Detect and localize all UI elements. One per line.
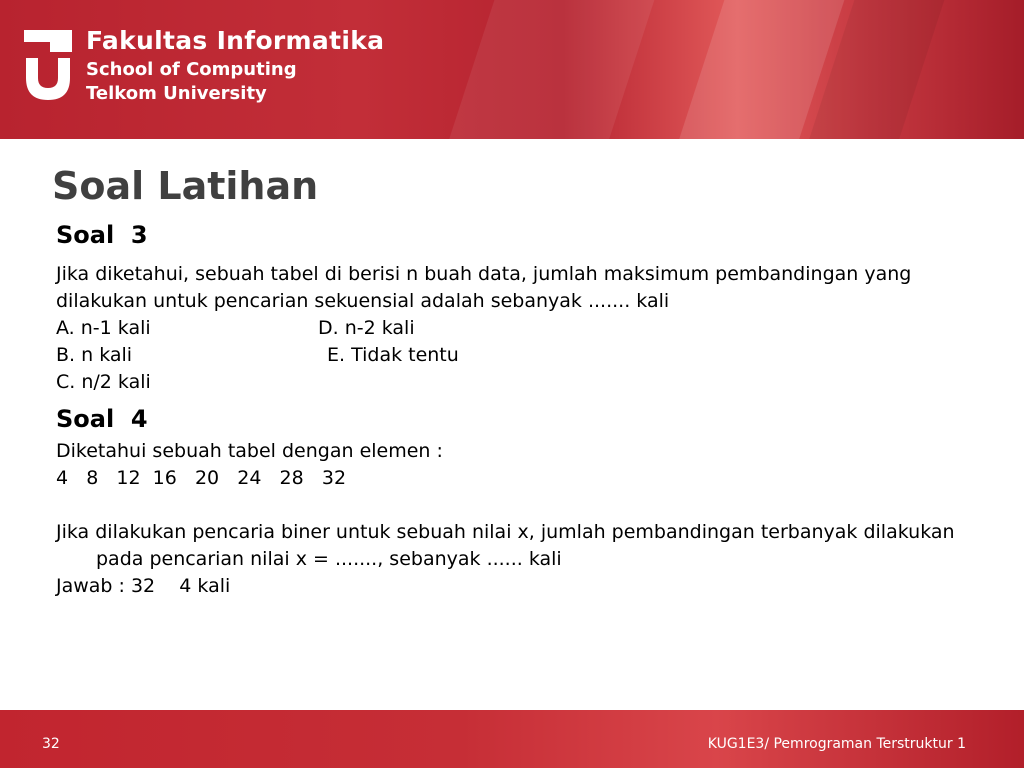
page-number: 32 bbox=[42, 736, 60, 752]
soal3-heading: Soal 3 bbox=[56, 221, 148, 249]
option-a: A. n-1 kali bbox=[56, 317, 151, 339]
soal3-question: Jika diketahui, sebuah tabel di berisi n buah data, jumlah maksimum pembandingan yang dilakukan untuk pencarian sekuensial adalah sebanyak ....... kali bbox=[56, 263, 912, 312]
brand-university: Telkom University bbox=[86, 83, 267, 104]
options-row-3 bbox=[56, 369, 956, 396]
footer-bar bbox=[0, 710, 1024, 768]
brand-faculty: Fakultas Informatika bbox=[86, 26, 385, 55]
soal4-intro: Diketahui sebuah tabel dengan elemen : bbox=[56, 440, 443, 462]
option-c: C. n/2 kali bbox=[56, 371, 151, 393]
course-label: KUG1E3/ Pemrograman Terstruktur 1 bbox=[707, 736, 966, 752]
slide-content bbox=[56, 220, 956, 600]
soal4-question: Jika dilakukan pencaria biner untuk sebuah nilai x, jumlah pembandingan terbanyak dilakukan pada pencarian nilai x = ......., sebanyak ...... kali bbox=[56, 521, 955, 570]
options-row-1 bbox=[56, 315, 956, 342]
option-d: D. n-2 kali bbox=[318, 317, 415, 339]
telkom-university-logo-icon bbox=[22, 28, 74, 102]
header-banner bbox=[0, 0, 1024, 139]
soal4-answer: Jawab : 32 4 kali bbox=[56, 575, 231, 597]
options-row-2 bbox=[56, 342, 956, 369]
option-b: B. n kali bbox=[56, 344, 133, 366]
option-e: E. Tidak tentu bbox=[327, 344, 459, 366]
slide-title: Soal Latihan bbox=[52, 164, 319, 208]
soal4-elements: 4 8 12 16 20 24 28 32 bbox=[56, 467, 347, 489]
soal4-heading: Soal 4 bbox=[56, 405, 148, 433]
brand-text bbox=[86, 26, 384, 106]
header-facet bbox=[442, 0, 657, 139]
brand-school: School of Computing bbox=[86, 59, 297, 80]
